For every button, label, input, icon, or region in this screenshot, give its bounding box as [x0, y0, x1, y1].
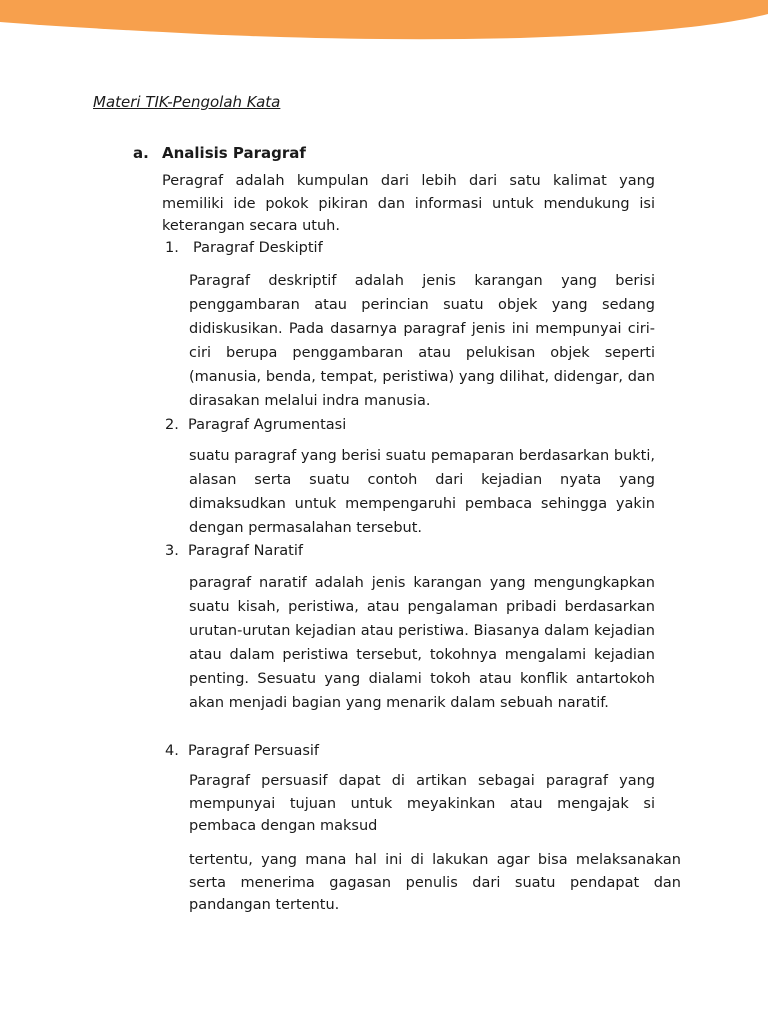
list-item-body: Paragraf deskriptif adalah jenis karangan yang berisi penggambaran atau perincian suatu objek yang sedang didiskusikan. Pada dasarnya paragraf jenis ini mempunyai ciri-ciri berupa penggambaran atau pelukisan objek seperti (manusia, benda, tempat, peristiwa) yang dilihat, didengar, dan dirasakan melalui indra manusia. [189, 273, 655, 409]
list-item-heading: Paragraf Agrumentasi [188, 417, 347, 433]
list-item-number: 1. [165, 240, 179, 256]
list-item-heading: Paragraf Persuasif [188, 743, 320, 759]
list-item-title [165, 543, 303, 559]
list-item-body: suatu paragraf yang berisi suatu pemaparan berdasarkan bukti, alasan serta suatu contoh dari kejadian nyata yang dimaksudkan untuk mempengaruhi pembaca sehingga yakin dengan permasalahan tersebut. [189, 448, 655, 536]
list-item-title [165, 743, 319, 759]
list-item-title [165, 240, 323, 256]
list-item-body: Paragraf persuasif dapat di artikan sebagai paragraf yang mempunyai tujuan untuk meyakinkan atau mengajak si pembaca dengan maksud [189, 773, 655, 834]
section-marker: a. [133, 144, 149, 162]
list-item-heading: Paragraf Deskiptif [193, 240, 323, 256]
list-item-number: 4. [165, 743, 179, 759]
header-wave-decoration [0, 0, 768, 50]
list-item-number: 2. [165, 417, 179, 433]
document-title: Materi TIK-Pengolah Kata [93, 93, 281, 111]
list-item-body: paragraf naratif adalah jenis karangan yang mengungkapkan suatu kisah, peristiwa, atau pengalaman pribadi berdasarkan urutan-urutan kejadian atau peristiwa. Biasanya dalam kejadian atau dalam peristiwa tersebut, tokohnya mengalami kejadian penting. Sesuatu yang dialami tokoh atau konflik antartokoh akan menjadi bagian yang menarik dalam sebuah naratif. [189, 575, 655, 711]
section-heading [133, 144, 306, 162]
list-item-heading: Paragraf Naratif [188, 543, 303, 559]
intro-paragraph: Peragraf adalah kumpulan dari lebih dari satu kalimat yang memiliki ide pokok pikiran dan informasi untuk mendukung isi keterangan secara utuh. [162, 173, 655, 234]
section-title: Analisis Paragraf [162, 144, 306, 162]
list-item-body-continued: tertentu, yang mana hal ini di lakukan agar bisa melaksanakan serta menerima gagasan penulis dari suatu pendapat dan pandangan tertentu. [189, 852, 681, 913]
list-item-title [165, 417, 346, 433]
list-item-number: 3. [165, 543, 179, 559]
